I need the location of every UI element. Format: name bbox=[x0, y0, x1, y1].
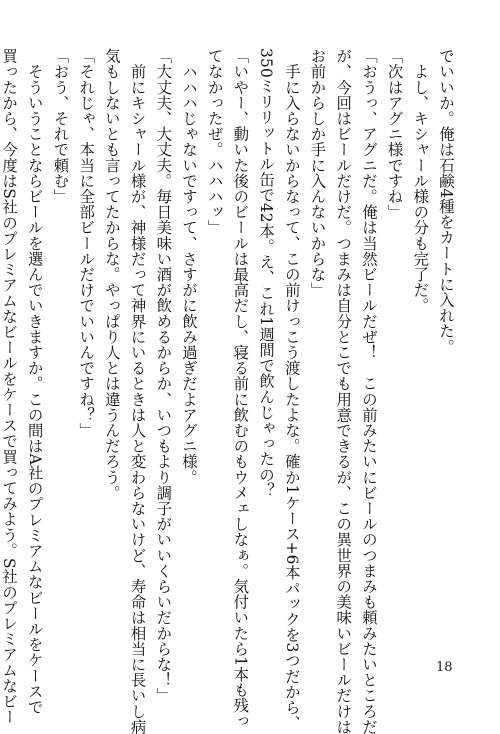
text-line: でいいか。俺は石鹸4種をカートに入れた。 bbox=[437, 48, 455, 355]
text-line: 気もしないとも言ってたからな。やっぱり人とは違うんだろう。 bbox=[102, 48, 121, 501]
text-line: 「おうっ、アグニだ。俺は当然ビールだぜ！ この前みたいにビールのつまみも頼みたいところだ bbox=[359, 48, 378, 734]
text-line: 「いやー、動いた後のビールは最高だし、寝る前に飲むのもウメェしなぁ。気付いたら1本も残っ bbox=[231, 48, 250, 729]
text-line: 350ミリリットル缶で42本。え、これ1週間で飲んじゃったの？ bbox=[257, 48, 276, 498]
text-line: ハハハじゃないですって、さすがに飲み過ぎだよアグニ様。 bbox=[179, 48, 198, 485]
page-number: 18 bbox=[436, 660, 453, 675]
text-line: 「おう、それで頼む」 bbox=[51, 48, 70, 204]
text-line: 「次はアグニ様ですね」 bbox=[385, 48, 404, 220]
text-line: よし、キシャール様の分も完了だ。 bbox=[411, 48, 430, 314]
text-line: 買ったから、今度はS社のプレミアムなビールをケースで買ってみよう。S社のプレミアムなビー bbox=[0, 48, 19, 725]
text-line: そういうことならビールを選んでいきますか。この間はA社のプレミアムなビールをケースで bbox=[25, 48, 44, 715]
text-line: 手に入らないからなって、この前けっこう渡したよな。確か1ケース+6本パックを3つだから、 bbox=[282, 48, 301, 731]
text-line: お前からしか手に入んないからな」 bbox=[308, 48, 327, 298]
text-line: 「大丈夫、大丈夫。毎日美味い酒が飲めるからか、いつもより調子がいいくらいだからな！」 bbox=[154, 48, 173, 704]
text-line: てなかったぜ。ハハハッ」 bbox=[205, 48, 224, 236]
text-line: が、今回はビールだけだ。つまみは自分とこでも用意できるが、この異世界の美味いビールだけは bbox=[334, 48, 353, 734]
text-line: 前にキシャール様が、神様だって神界にいるときは人と変わらないけど、寿命は相当に長いし病 bbox=[128, 48, 147, 734]
text-line: 「それじゃ、本当に全部ビールだけでいいんですね？」 bbox=[77, 48, 96, 438]
